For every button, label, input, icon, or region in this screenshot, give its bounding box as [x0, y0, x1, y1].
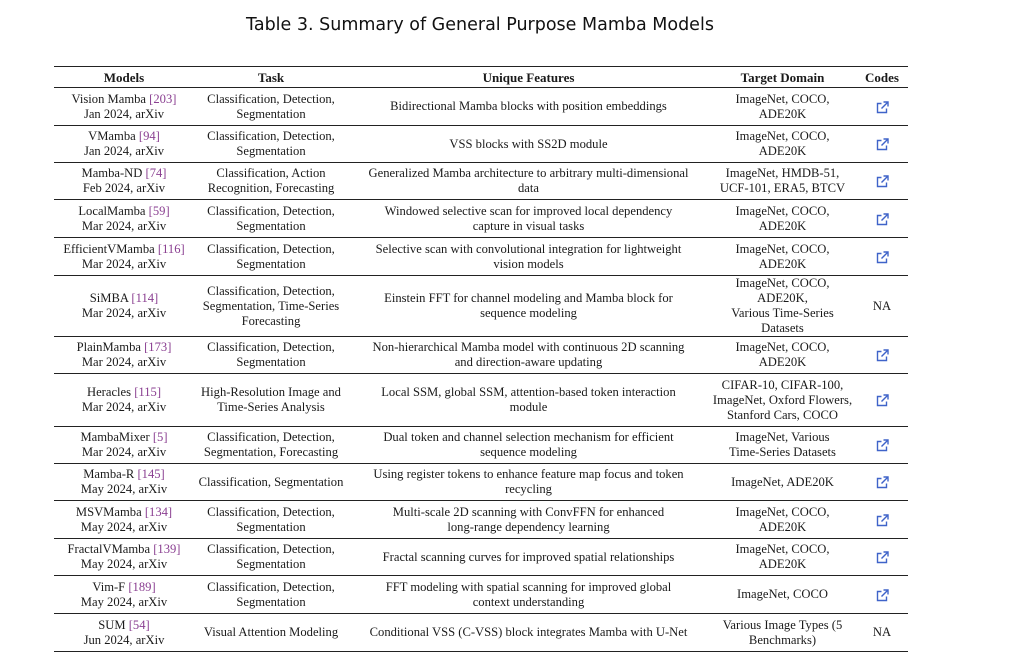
codes-cell	[856, 374, 908, 427]
features-line: sequence modeling	[480, 445, 577, 459]
task-line: Classification, Action	[216, 166, 326, 180]
external-link-icon[interactable]	[876, 251, 889, 264]
features-line: FFT modeling with spatial scanning for improved global	[385, 579, 672, 594]
codes-cell	[856, 88, 908, 126]
citation-link[interactable]: [94]	[138, 129, 160, 143]
table-row	[54, 337, 908, 374]
domain-cell	[709, 539, 856, 576]
codes-cell	[856, 200, 908, 238]
task-line: Segmentation, Time-Series	[202, 298, 340, 313]
domain-line: Datasets	[761, 321, 804, 335]
model-date: Mar 2024, arXiv	[81, 355, 167, 369]
domain-line: ImageNet, Various	[735, 430, 830, 444]
features-line: Windowed selective scan for improved local dependency	[384, 203, 673, 218]
citation-link[interactable]: [173]	[144, 340, 172, 354]
task-cell	[194, 276, 348, 337]
task-cell	[194, 539, 348, 576]
domain-cell	[709, 427, 856, 464]
model-cell	[54, 126, 194, 163]
domain-line: ImageNet, COCO, ADE20K	[735, 504, 830, 534]
table-row	[54, 539, 908, 576]
domain-cell	[709, 200, 856, 238]
task-cell	[194, 126, 348, 163]
table-row	[54, 276, 908, 337]
model-cell	[54, 88, 194, 126]
domain-line: ImageNet, COCO, ADE20K	[735, 91, 830, 121]
task-cell	[194, 337, 348, 374]
features-line: recycling	[505, 482, 552, 496]
domain-cell	[709, 614, 856, 652]
model-date: May 2024, arXiv	[80, 557, 168, 571]
external-link-icon[interactable]	[876, 175, 889, 188]
features-cell	[348, 427, 709, 464]
features-cell	[348, 337, 709, 374]
task-line: Segmentation	[236, 106, 306, 121]
model-name: Vim-F	[92, 579, 126, 594]
table-row	[54, 501, 908, 539]
task-line: Segmentation, Forecasting	[203, 445, 339, 459]
domain-line: UCF-101, ERA5, BTCV	[719, 181, 846, 195]
task-cell	[194, 464, 348, 501]
task-line: Visual Attention Modeling	[203, 625, 339, 639]
features-line: Local SSM, global SSM, attention-based token interaction	[381, 385, 676, 399]
citation-link[interactable]: [189]	[128, 579, 156, 594]
model-cell	[54, 276, 194, 337]
features-line: Selective scan with convolutional integration for lightweight	[375, 241, 682, 256]
external-link-icon[interactable]	[876, 349, 889, 362]
domain-cell	[709, 337, 856, 374]
codes-cell	[856, 163, 908, 200]
task-cell	[194, 200, 348, 238]
features-line: Fractal scanning curves for improved spatial relationships	[382, 549, 675, 564]
task-cell	[194, 501, 348, 539]
model-date: Jan 2024, arXiv	[83, 106, 165, 121]
model-name: MSVMamba	[75, 504, 142, 519]
domain-line: ImageNet, COCO, ADE20K	[735, 340, 830, 369]
model-cell	[54, 614, 194, 652]
model-cell	[54, 427, 194, 464]
task-line: Classification, Segmentation	[198, 474, 344, 489]
model-date: May 2024, arXiv	[80, 519, 168, 534]
domain-line: ImageNet, COCO, ADE20K	[735, 129, 830, 158]
task-line: Classification, Detection,	[207, 91, 335, 106]
citation-link[interactable]: [116]	[157, 241, 185, 256]
task-line: Segmentation	[236, 256, 306, 271]
model-cell	[54, 576, 194, 614]
codes-cell	[856, 501, 908, 539]
task-line: Classification, Detection,	[207, 129, 335, 143]
features-line: capture in visual tasks	[472, 218, 585, 233]
features-line: Einstein FFT for channel modeling and Mamba block for	[384, 291, 673, 305]
citation-link[interactable]: [114]	[131, 291, 159, 305]
model-cell	[54, 464, 194, 501]
header-features: Unique Features	[348, 67, 709, 88]
table-row	[54, 200, 908, 238]
model-name: Vision Mamba	[71, 91, 146, 106]
domain-line: Benchmarks)	[748, 632, 817, 647]
task-line: Classification, Detection,	[207, 241, 335, 256]
model-date: Mar 2024, arXiv	[81, 400, 167, 414]
model-name: Mamba-ND	[81, 166, 143, 180]
features-line: Generalized Mamba architecture to arbitrary multi-dimensional	[368, 166, 689, 180]
model-date: Jan 2024, arXiv	[83, 144, 165, 158]
task-line: Classification, Detection,	[207, 203, 335, 218]
table-row	[54, 126, 908, 163]
task-line: Forecasting	[241, 313, 301, 328]
table-body	[54, 88, 908, 652]
task-line: Segmentation	[236, 557, 306, 571]
header-models: Models	[54, 67, 194, 88]
model-name: SiMBA	[89, 291, 129, 305]
table-row	[54, 614, 908, 652]
task-line: Recognition, Forecasting	[207, 181, 335, 195]
features-line: data	[518, 181, 539, 195]
task-cell	[194, 427, 348, 464]
model-cell	[54, 200, 194, 238]
model-name: VMamba	[88, 129, 136, 143]
external-link-icon[interactable]	[876, 213, 889, 226]
domain-cell	[709, 163, 856, 200]
features-cell	[348, 464, 709, 501]
table-row	[54, 238, 908, 276]
model-name: PlainMamba	[76, 340, 141, 354]
citation-link[interactable]: [54]	[128, 617, 150, 632]
model-name: MambaMixer	[80, 430, 150, 444]
table-row	[54, 163, 908, 200]
features-cell	[348, 88, 709, 126]
codes-cell	[856, 576, 908, 614]
domain-line: Various Image Types (5	[722, 617, 843, 632]
domain-line: ImageNet, COCO	[737, 587, 828, 601]
task-cell	[194, 163, 348, 200]
code-unavailable: NA	[872, 625, 892, 639]
domain-line: ImageNet, HMDB-51,	[725, 166, 840, 180]
task-cell	[194, 614, 348, 652]
domain-line: ImageNet, COCO, ADE20K,	[735, 276, 830, 305]
citation-link[interactable]: [74]	[145, 166, 167, 180]
domain-line: ImageNet, COCO, ADE20K	[735, 203, 830, 233]
header-domain: Target Domain	[709, 67, 856, 88]
table-row	[54, 464, 908, 501]
table-row	[54, 576, 908, 614]
task-line: Classification, Detection,	[207, 579, 335, 594]
external-link-icon[interactable]	[876, 138, 889, 151]
model-name: Mamba-R	[83, 467, 135, 481]
task-line: Segmentation	[236, 144, 306, 158]
summary-table	[54, 66, 908, 652]
features-cell	[348, 501, 709, 539]
features-line: Conditional VSS (C-VSS) block integrates Mamba with U-Net	[369, 625, 688, 639]
features-line: Dual token and channel selection mechanism for efficient	[383, 430, 674, 444]
features-cell	[348, 163, 709, 200]
domain-line: Various Time-Series	[731, 306, 834, 320]
features-line: and direction-aware updating	[454, 355, 603, 369]
features-cell	[348, 200, 709, 238]
external-link-icon[interactable]	[876, 476, 889, 489]
domain-cell	[709, 88, 856, 126]
model-date: Mar 2024, arXiv	[81, 445, 167, 459]
citation-link[interactable]: [5]	[152, 430, 168, 444]
features-line: vision models	[493, 256, 564, 271]
task-cell	[194, 88, 348, 126]
external-link-icon[interactable]	[876, 551, 889, 564]
features-line: VSS blocks with SS2D module	[449, 136, 608, 151]
model-cell	[54, 501, 194, 539]
table-row	[54, 374, 908, 427]
features-line: sequence modeling	[480, 306, 577, 320]
domain-cell	[709, 464, 856, 501]
features-line: long-range dependency learning	[447, 519, 610, 534]
domain-cell	[709, 501, 856, 539]
table-row	[54, 427, 908, 464]
model-cell	[54, 337, 194, 374]
citation-link[interactable]: [203]	[149, 91, 177, 106]
codes-cell	[856, 464, 908, 501]
task-cell	[194, 374, 348, 427]
code-unavailable: NA	[872, 298, 892, 313]
model-date: May 2024, arXiv	[80, 594, 168, 609]
features-line: Using register tokens to enhance feature map focus and token	[373, 467, 684, 481]
codes-cell	[856, 126, 908, 163]
domain-line: ImageNet, COCO, ADE20K	[735, 542, 830, 571]
citation-link[interactable]: [139]	[153, 542, 181, 556]
external-link-icon[interactable]	[876, 439, 889, 452]
citation-link[interactable]: [134]	[144, 504, 173, 519]
model-cell	[54, 539, 194, 576]
model-date: May 2024, arXiv	[80, 482, 168, 496]
task-line: Classification, Detection,	[207, 340, 335, 354]
task-line: Time-Series Analysis	[217, 400, 325, 414]
citation-link[interactable]: [59]	[148, 203, 170, 218]
model-date: Mar 2024, arXiv	[81, 306, 167, 320]
header-task: Task	[194, 67, 348, 88]
features-line: Bidirectional Mamba blocks with position embeddings	[390, 99, 667, 113]
task-line: Classification, Detection,	[207, 504, 335, 519]
task-cell	[194, 238, 348, 276]
features-cell	[348, 539, 709, 576]
codes-cell	[856, 427, 908, 464]
features-cell	[348, 614, 709, 652]
task-cell	[194, 576, 348, 614]
domain-cell	[709, 238, 856, 276]
header-codes: Codes	[856, 67, 908, 88]
external-link-icon[interactable]	[876, 101, 889, 114]
table-caption: Table 3. Summary of General Purpose Mamba Models	[246, 15, 714, 35]
citation-link[interactable]: [115]	[134, 385, 162, 399]
model-name: Heracles	[86, 385, 132, 399]
task-line: High-Resolution Image and	[201, 385, 341, 399]
external-link-icon[interactable]	[876, 589, 889, 602]
features-line: Multi-scale 2D scanning with ConvFFN for enhanced	[392, 504, 665, 519]
task-line: Segmentation	[236, 519, 306, 534]
model-date: Jun 2024, arXiv	[83, 632, 165, 647]
codes-cell	[856, 337, 908, 374]
model-name: FractalVMamba	[67, 542, 151, 556]
features-line: Non-hierarchical Mamba model with continuous 2D scanning	[372, 340, 685, 354]
task-line: Segmentation	[236, 355, 306, 369]
table-row	[54, 88, 908, 126]
features-cell	[348, 576, 709, 614]
features-cell	[348, 374, 709, 427]
domain-cell	[709, 576, 856, 614]
domain-cell	[709, 374, 856, 427]
citation-link[interactable]: [145]	[137, 467, 165, 481]
task-line: Segmentation	[236, 218, 306, 233]
model-date: Mar 2024, arXiv	[81, 218, 167, 233]
model-date: Feb 2024, arXiv	[82, 181, 166, 195]
model-cell	[54, 238, 194, 276]
task-line: Classification, Detection,	[207, 430, 335, 444]
features-line: context understanding	[472, 594, 585, 609]
model-cell	[54, 374, 194, 427]
features-line: module	[509, 400, 548, 414]
features-cell	[348, 276, 709, 337]
domain-cell	[709, 276, 856, 337]
model-cell	[54, 163, 194, 200]
features-cell	[348, 126, 709, 163]
domain-line: ImageNet, COCO, ADE20K	[735, 241, 830, 271]
header-row	[54, 67, 908, 88]
domain-line: CIFAR-10, CIFAR-100,	[721, 377, 844, 392]
features-cell	[348, 238, 709, 276]
external-link-icon[interactable]	[876, 514, 889, 527]
domain-line: Time-Series Datasets	[729, 445, 836, 459]
domain-cell	[709, 126, 856, 163]
codes-cell	[856, 238, 908, 276]
domain-line: Stanford Cars, COCO	[727, 407, 838, 422]
task-line: Classification, Detection,	[207, 283, 335, 298]
model-name: SUM	[98, 617, 126, 632]
domain-line: ImageNet, Oxford Flowers,	[712, 392, 853, 407]
domain-line: ImageNet, ADE20K	[731, 474, 834, 489]
model-name: LocalMamba	[78, 203, 146, 218]
task-line: Segmentation	[236, 594, 306, 609]
external-link-icon[interactable]	[876, 394, 889, 407]
model-name: EfficientVMamba	[63, 241, 155, 256]
model-date: Mar 2024, arXiv	[81, 256, 167, 271]
task-line: Classification, Detection,	[207, 542, 335, 556]
codes-cell	[856, 614, 908, 652]
codes-cell	[856, 539, 908, 576]
codes-cell	[856, 276, 908, 337]
